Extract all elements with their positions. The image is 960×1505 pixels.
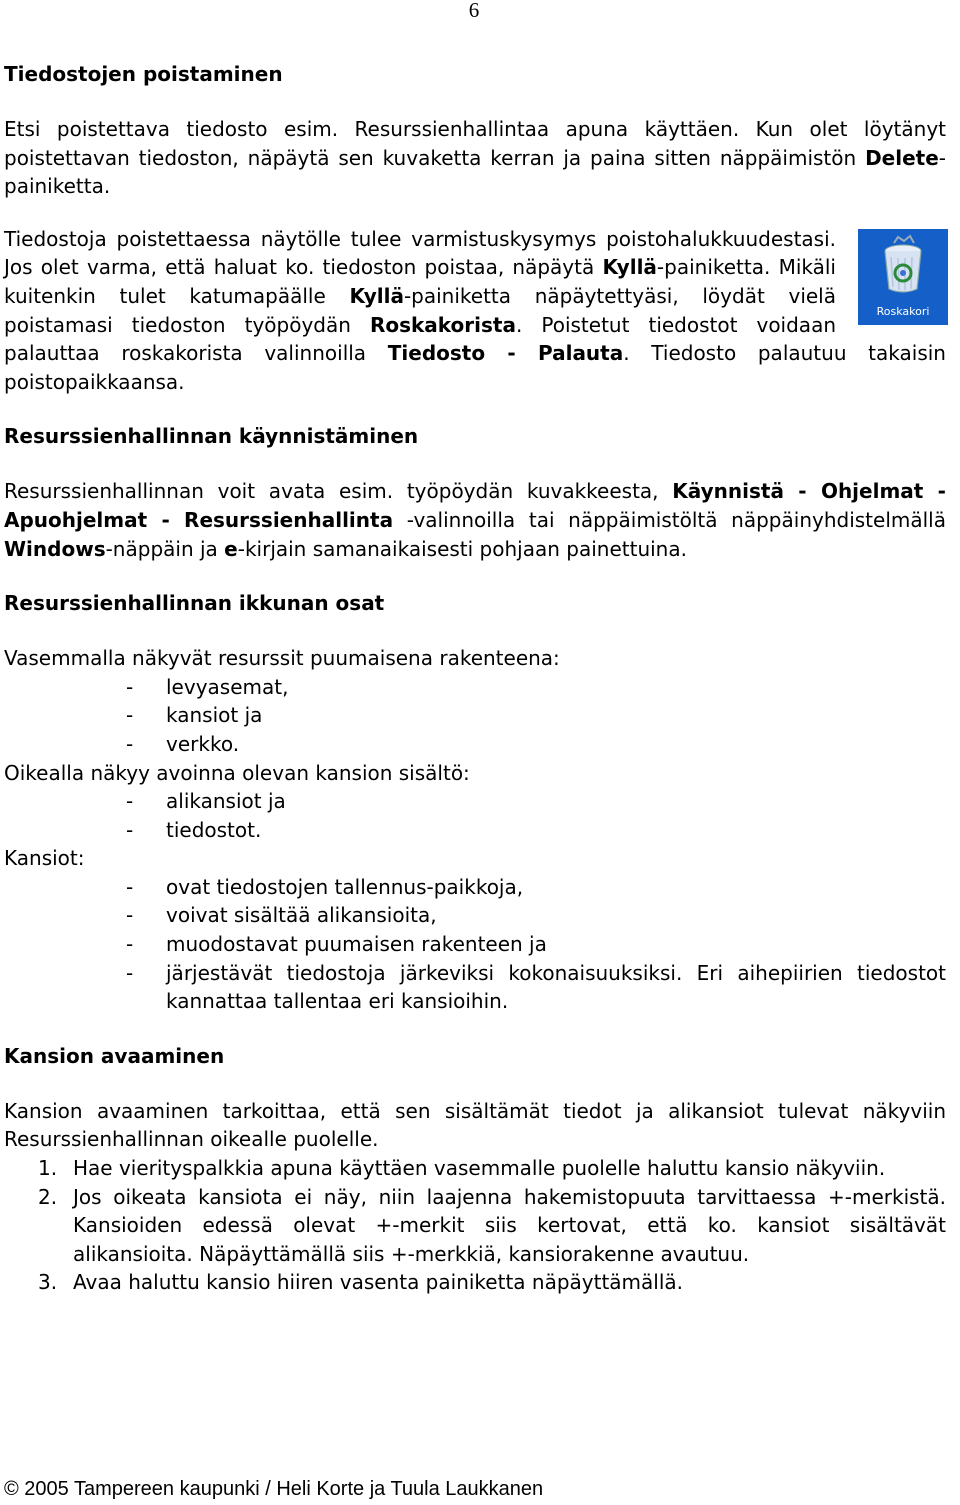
page-number: 6 (468, 0, 480, 22)
heading-open-folder: Kansion avaaminen (4, 1043, 225, 1068)
recycle-bin-label: Roskakori (876, 304, 930, 318)
document-content (4, 60, 946, 1297)
left-pane-list (4, 673, 946, 759)
list-item: - ovat tiedostojen tallennus-paikkoja, (126, 874, 524, 899)
heading-delete-files: Tiedostojen poistaminen (4, 62, 283, 86)
copyright-footer: © 2005 Tampereen kaupunki / Heli Korte ja Tuula Laukkanen (4, 1478, 544, 1500)
paragraph-delete-confirm: Tiedostoja poistettaessa näytölle tulee varmistuskysymys poistohalukkuudestasi. Jos olet varma, että haluat ko. tiedoston poistaa, näpäytä Kyllä-painiketta. Mikäli kuitenkin tulet katumapäälle Kyllä-painiketta näpäytettyäsi, löydät vielä poistamasi tiedoston työpöydän Roskakorista. Poistetut tiedostot voidaan palauttaa roskakorista valinnoilla Tiedosto - Palauta. Tiedosto palautuu takaisin poistopaikkaansa. (4, 226, 946, 394)
list-item: - alikansiot ja (126, 789, 286, 814)
right-pane-list (4, 787, 946, 844)
right-pane-intro: Oikealla näkyy avoinna olevan kansion sisältö: (4, 760, 470, 785)
list-item: - järjestävät tiedostoja järkeviksi kokonaisuuksiksi. Eri aihepiirien tiedostot kannattaa tallentaa eri kansioihin. (126, 960, 946, 1014)
list-item: - tiedostot. (126, 817, 262, 842)
paragraph-start-explorer: Resurssienhallinnan voit avata esim. työpöydän kuvakkeesta, Käynnistä - Ohjelmat - Apuohjelmat - Resurssienhallinta -valinnoilla tai näppäimistöltä näppäinyhdistelmällä Windows-näppäin ja e-kirjain samanaikaisesti pohjaan painettuina. (4, 479, 946, 561)
open-folder-steps (4, 1154, 946, 1297)
paragraph-delete-intro: Etsi poistettava tiedosto esim. Resurssienhallintaa apuna käyttäen. Kun olet löytänyt poistettavan tiedoston, näpäytä sen kuvaketta kerran ja paina sitten näppäimistön Delete-painiketta. (4, 117, 946, 199)
left-pane-intro: Vasemmalla näkyvät resurssit puumaisena rakenteena: (4, 646, 560, 671)
folders-list (4, 873, 946, 1016)
list-item: 2. Jos oikeata kansiota ei näy, niin laajenna hakemistopuuta tarvittaessa +-merkistä. Kansioiden edessä olevat +-merkit siis kertovat, että ko. kansiot sisältävät alikansioita. Näpäyttämällä siis +-merkkiä, kansiorakenne avautuu. (38, 1184, 946, 1266)
list-item: - voivat sisältää alikansioita, (126, 903, 437, 928)
list-item: - verkko. (126, 731, 240, 756)
folders-label: Kansiot: (4, 846, 85, 871)
list-item: - levyasemat, (126, 674, 289, 699)
paragraph-open-folder: Kansion avaaminen tarkoittaa, että sen sisältämät tiedot ja alikansiot tulevat näkyviin Resurssienhallinnan oikealle puolelle. (4, 1098, 946, 1152)
heading-start-explorer: Resurssienhallinnan käynnistäminen (4, 424, 419, 449)
list-item: 1. Hae vierityspalkkia apuna käyttäen vasemmalle puolelle haluttu kansio näkyviin. (38, 1156, 886, 1181)
list-item: - kansiot ja (126, 703, 263, 728)
heading-window-parts: Resurssienhallinnan ikkunan osat (4, 591, 385, 616)
list-item: 3. Avaa haluttu kansio hiiren vasenta painiketta näpäyttämällä. (38, 1270, 684, 1295)
list-item: - muodostavat puumaisen rakenteen ja (126, 932, 547, 957)
